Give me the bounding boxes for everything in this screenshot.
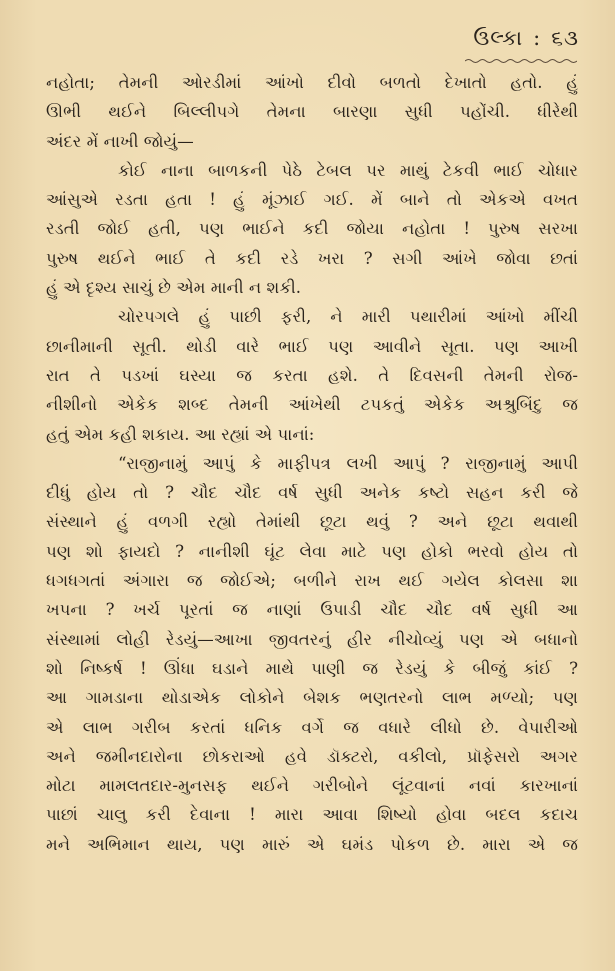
text-line: દીધું હોય તો ? ચૌદ ચૌદ વર્ષ સુધી અનેક કષ્ટો સહન કરી જે xyxy=(46,483,578,503)
text-line: ધગધગતાં અંગારા જ જોઈએ; બળીને રાખ થઈ ગયેલ કોલસા શા xyxy=(46,571,578,591)
text-line: નહોતા; તેમની ઓરડીમાં આંખો દીવો બળતો દેખાતો હતો. હું xyxy=(46,73,578,92)
text-line: ચોરપગલે હું પાછી ફરી, ને મારી પથારીમાં આંખો મીંચી xyxy=(118,307,578,327)
text-line: અને જમીનદારોના છોકરાઓ હવે ડૉક્ટરો, વકીલો, પ્રૉફેસરો અગર xyxy=(46,746,578,766)
text-line: શો નિષ્કર્ષ ! ઊંધા ઘડાને માથે પાણી જ રેડયું કે બીજું કાંઈ ? xyxy=(46,658,578,678)
page-number: ૬૩ xyxy=(551,26,579,50)
text-line: સંસ્થાને હું વળગી રહ્યો તેમાંથી છૂટા થવું ? અને છૂટા થવાથી xyxy=(46,512,578,532)
text-line: કોઈ નાના બાળકની પેઠે ટેબલ પર માથું ટેકવી ભાઈ ચોધાર xyxy=(118,160,578,180)
text-line: મને અભિમાન થાય, પણ મારું એ ઘમંડ પોકળ છે. મારા એ જ xyxy=(46,834,578,854)
text-line: પાછાં ચાલુ કરી દેવાના ! મારા આવા શિષ્યો હોવા બદલ કદાચ xyxy=(46,805,578,825)
text-line: એ લાભ ગરીબ કરતાં ધનિક વર્ગે જ વધારે લીધો છે. વેપારીઓ xyxy=(46,717,578,737)
paragraph-1 xyxy=(46,68,578,156)
text-line: પણ શો ફાયદો ? નાનીશી ઘૂંટ લેવા માટે પણ હોકો ભરવો હોય તો xyxy=(46,541,578,561)
text-line: છાનીમાની સૂતી. થોડી વારે ભાઈ પણ આવીને સૂતા. પણ આખી xyxy=(46,336,578,356)
paragraph-2 xyxy=(46,156,578,302)
text-line: હું એ દૃશ્ય સાચું છે એમ માની ન શકી. xyxy=(46,278,302,298)
text-line: હતું એમ કહી શકાય. આ રહ્યાં એ પાનાં: xyxy=(46,424,315,444)
text-line: પુરુષ થઈને ભાઈ તે કદી રડે ખરા ? સગી આંખે જોવા છતાં xyxy=(46,248,578,268)
text-line: અંદર મેં નાખી જોયું— xyxy=(46,131,194,151)
text-line: રડતી જોઈ હતી, પણ ભાઈને કદી જોયા નહોતા ! પુરુષ સરખા xyxy=(46,219,578,239)
text-line: “રાજીનામું આપું કે માફીપત્ર લખી આપું ? રાજીનામું આપી xyxy=(118,453,578,473)
text-line: રાત તે પડખાં ઘસ્યા જ કરતા હશે. તે દિવસની તેમની રોજ- xyxy=(46,365,578,385)
running-head xyxy=(473,26,579,51)
text-line: આ ગામડાના થોડાએક લોકોને બેશક ભણતરનો લાભ મળ્યો; પણ xyxy=(46,688,578,708)
text-line: નીશીનો એકેક શબ્દ તેમની આંખેથી ટપકતું એકેક અશ્રુબિંદુ જ xyxy=(46,395,578,415)
decorative-wavy-rule xyxy=(465,58,577,64)
text-line: ખપના ? ખર્ચ પૂરતાં જ નાણાં ઉપાડી ચૌદ ચૌદ વર્ષ સુધી આ xyxy=(46,600,578,620)
text-line: ઊભી થઈને બિલ્લીપગે તેમના બારણા સુધી પહોંચી. ધીરેથી xyxy=(46,102,578,122)
paragraph-3 xyxy=(46,302,578,448)
running-head-separator: : xyxy=(533,26,542,50)
page-body xyxy=(46,68,578,859)
text-line: આંસુએ રડતા હતા ! હું મૂંઝાઈ ગઈ. મેં બાને તો એકએ વખત xyxy=(46,190,578,210)
running-head-title: ઉલ્કા xyxy=(473,26,524,50)
text-line: સંસ્થામાં લોહી રેડયું—આખા જીવતરનું હીર નીચોવ્યું પણ એ બધાનો xyxy=(46,629,578,649)
paragraph-4-diary-quote xyxy=(46,449,578,859)
text-line: મોટા મામલતદાર-મુનસફ થઈને ગરીબોને લૂંટવાનાં નવાં કારખાનાં xyxy=(46,776,578,796)
